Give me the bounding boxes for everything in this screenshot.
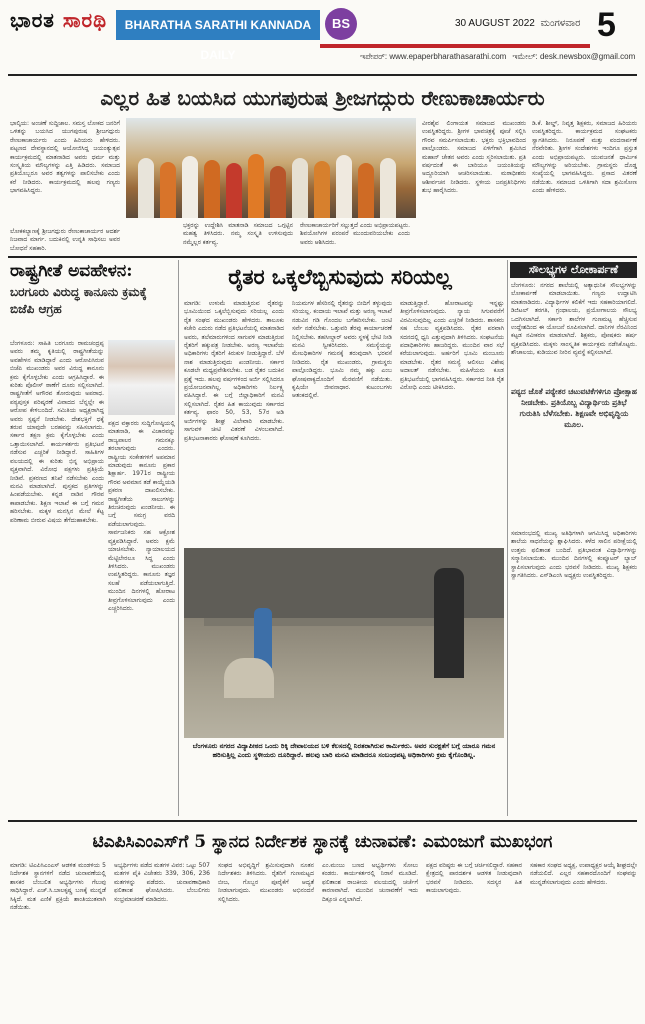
story4-column-1: ಬೆಂಗಳೂರು: ನಗರದ ಶಾಲೆಯಲ್ಲಿ ಅತ್ಯಾಧುನಿಕ ಸೌಲಭ್ಯಗಳನ್ನು ಲೋಕಾರ್ಪಣೆ ಮಾಡಲಾಯಿತು. ಗಣ್ಯರು ಉದ್ಘಾಟಿಸಿ ಮಾತನಾಡಿದರು. ವಿದ್ಯಾರ್ಥಿಗಳ ಕಲಿಕೆಗೆ ಇದು ಸಹಕಾರಿಯಾಗಲಿದೆ. ಡಿಜಿಟಲ್ ತರಗತಿ, ಗ್ರಂಥಾಲಯ, ಪ್ರಯೋಗಾಲಯ ಸೌಲಭ್ಯ ಒದಗಿಸಲಾಗಿದೆ. ಸರ್ಕಾರಿ ಶಾಲೆಗಳ ಗುಣಮಟ್ಟ ಹೆಚ್ಚಿಸುವ ಉದ್ದೇಶದಿಂದ ಈ ಯೋಜನೆ ರೂಪಿಸಲಾಗಿದೆ. ದಾನಿಗಳ ನೆರವಿನಿಂದ ಕಟ್ಟಡ ನವೀಕರಣ ಮಾಡಲಾಗಿದೆ. ಶಿಕ್ಷಕರು, ಪೋಷಕರು ಹರ್ಷ ವ್ಯಕ್ತಪಡಿಸಿದರು. ಮಕ್ಕಳು ಸಾಂಸ್ಕೃತಿಕ ಕಾರ್ಯಕ್ರಮ ನಡೆಸಿಕೊಟ್ಟರು. ಶೌಚಾಲಯ, ಕುಡಿಯುವ ನೀರಿನ ವ್ಯವಸ್ಥೆ ಕಲ್ಪಿಸಲಾಗಿದೆ. (511, 282, 637, 357)
story4-column-2: ಸಮಾರಂಭದಲ್ಲಿ ಮುಖ್ಯ ಅತಿಥಿಗಳಾಗಿ ಆಗಮಿಸಿದ್ದ ಅಧಿಕಾರಿಗಳು ಶಾಲೆಯ ಸಾಧನೆಯನ್ನು ಶ್ಲಾಘಿಸಿದರು. ಕಳೆದ ಸಾಲಿನ ಪರೀಕ್ಷೆಯಲ್ಲಿ ಉತ್ತಮ ಫಲಿತಾಂಶ ಬಂದಿದೆ. ಪ್ರತಿಭಾವಂತ ವಿದ್ಯಾರ್ಥಿಗಳನ್ನು ಸನ್ಮಾನಿಸಲಾಯಿತು. ಮುಂದಿನ ದಿನಗಳಲ್ಲಿ ಕಂಪ್ಯೂಟರ್ ಲ್ಯಾಬ್ ಸ್ಥಾಪಿಸಲಾಗುವುದು ಎಂದು ಭರವಸೆ ನೀಡಿದರು. ಮುಖ್ಯ ಶಿಕ್ಷಕರು ಸ್ವಾಗತಿಸಿದರು. ಎಸ್‌ಡಿಎಂಸಿ ಅಧ್ಯಕ್ಷರು ಉಪಸ್ಥಿತರಿದ್ದರು. (511, 530, 637, 580)
page-number: 5 (597, 6, 616, 44)
story3-column-3: ಮಾಡುತ್ತಿದ್ದಾರೆ. ಹೋರಾಟವನ್ನು ಇನ್ನಷ್ಟು ತೀವ್ರಗೊಳಿಸಲಾಗುವುದು. ನ್ಯಾಯ ಸಿಗುವವರೆಗೆ ವಿರಮಿಸುವುದಿಲ್ಲ ಎಂದು ಎಚ್ಚರಿಕೆ ನೀಡಿದರು. ಶಾಸಕರು ಸಹ ಬೆಂಬಲ ವ್ಯಕ್ತಪಡಿಸಿದರು. ರೈತರ ಪರವಾಗಿ ಸದನದಲ್ಲಿ ಧ್ವನಿ ಎತ್ತುವುದಾಗಿ ತಿಳಿಸಿದರು. ಸಂಘಟನೆಯ ಪದಾಧಿಕಾರಿಗಳು ಹಾಜರಿದ್ದರು. ಮುಂದಿನ ವಾರ ಸಭೆ ಕರೆಯಲಾಗುವುದು. ಅರ್ಹರಿಗೆ ಭೂಮಿ ಮಂಜೂರು ಮಾಡಬೇಕು. ರೈತರ ಸಮಸ್ಯೆ ಆಲಿಸಲು ವಿಶೇಷ ಅದಾಲತ್ ನಡೆಸಬೇಕು. ಮಹಿಳೆಯರು ಕೂಡ ಪ್ರತಿಭಟನೆಯಲ್ಲಿ ಭಾಗವಹಿಸಿದ್ದರು. ಸರ್ಕಾರದ ನೀತಿ ರೈತ ವಿರೋಧಿ ಎಂದು ಟೀಕಿಸಿದರು. (400, 300, 504, 392)
story5-headline: ಟಿಎಪಿಸಿಎಂಎಸ್‌ಗೆ 5 ಸ್ಥಾನದ ನಿರ್ದೇಶಕ ಸ್ಥಾನಕ್ಕೆ ಚುನಾವಣೆ: ಎಮಂಜುಗೆ ಮುಖಭಂಗ (92, 832, 553, 852)
story3-column-2: ನಿಯಮಗಳ ಹೆಸರಿನಲ್ಲಿ ರೈತರನ್ನು ಬೀದಿಗೆ ತಳ್ಳುವುದು ಸರಿಯಲ್ಲ. ಕಂದಾಯ ಇಲಾಖೆ ಮತ್ತು ಅರಣ್ಯ ಇಲಾಖೆ ನಡುವಿನ ಗಡಿ ಗೊಂದಲ ಬಗೆಹರಿಸಬೇಕು. ಜಂಟಿ ಸರ್ವೆ ನಡೆಸಬೇಕು. ಒತ್ತುವರಿ ತೆರವು ಕಾರ್ಯಾಚರಣೆ ನಿಲ್ಲಿಸಬೇಕು. ತಹಸೀಲ್ದಾರ್ ಅವರು ಸ್ಥಳಕ್ಕೆ ಭೇಟಿ ನೀಡಿ ಮನವಿ ಸ್ವೀಕರಿಸಿದರು. ಸಮಸ್ಯೆಯನ್ನು ಮೇಲಧಿಕಾರಿಗಳ ಗಮನಕ್ಕೆ ತರುವುದಾಗಿ ಭರವಸೆ ನೀಡಿದರು. ರೈತ ಮುಖಂಡರು, ಗ್ರಾಮಸ್ಥರು ಪಾಲ್ಗೊಂಡಿದ್ದರು. ಭೂಮಿ ನಮ್ಮ ಹಕ್ಕು ಎಂಬ ಘೋಷವಾಕ್ಯದೊಂದಿಗೆ ಮೆರವಣಿಗೆ ನಡೆಯಿತು. ಕೃಷಿಯೇ ಜೀವನಾಧಾರ. ಕುಟುಂಬಗಳು ಆತಂಕದಲ್ಲಿವೆ. (292, 300, 392, 400)
story1-under-3: ರೇಣುಕಾಚಾರ್ಯರಿಗೆ ಸಲ್ಲುತ್ತದೆ ಎಂದು ಅಭಿಪ್ರಾಯಪಟ್ಟರು. ಶಿವಯೋಗಿಗಳ ಪರಂಪರೆ ಮುಂದುವರಿಯಬೇಕು ಎಂದು ಅವರು ಆಶಿಸಿದರು. (300, 222, 410, 246)
story2-column-2: ಪಕ್ಷದ ವಕ್ತಾರರು ಸುದ್ದಿಗೋಷ್ಠಿಯಲ್ಲಿ ಮಾತನಾಡಿ, ಈ ವಿಚಾರವನ್ನು ರಾಜ್ಯಪಾಲರ ಗಮನಕ್ಕೂ ತರಲಾಗುವುದು ಎಂದರು. ರಾಷ್ಟ್ರೀಯ ಸಂಕೇತಗಳಿಗೆ ಅಪಮಾನ ಮಾಡುವುದು ಕಾನೂನು ಪ್ರಕಾರ ಶಿಕ್ಷಾರ್ಹ. 1971ರ ರಾಷ್ಟ್ರೀಯ ಗೌರವ ಅವಮಾನ ತಡೆ ಕಾಯ್ದೆಯಡಿ ಪ್ರಕರಣ ದಾಖಲಿಸಬೇಕು. ರಾಷ್ಟ್ರಗೀತೆಯ ಸಾಲುಗಳನ್ನು ತಿರುಚಿರುವುದು ಖಂಡನೀಯ. ಈ ಬಗ್ಗೆ ಸಮಗ್ರ ವರದಿ ಪಡೆಯಲಾಗುವುದು. ಸಾರ್ವಜನಿಕರು ಸಹ ಆಕ್ರೋಶ ವ್ಯಕ್ತಪಡಿಸಿದ್ದಾರೆ. ಅವರು ಕ್ಷಮೆ ಯಾಚಿಸಬೇಕು. ನ್ಯಾಯಾಲಯದ ಮೆಟ್ಟಿಲೇರಲೂ ಸಿದ್ಧ ಎಂದು ತಿಳಿಸಿದರು. ಮುಖಂಡರು ಉಪಸ್ಥಿತರಿದ್ದರು. ಕಾನೂನು ತಜ್ಞರ ಸಲಹೆ ಪಡೆಯಲಾಗುತ್ತಿದೆ. ಮುಂದಿನ ದಿನಗಳಲ್ಲಿ ಹೋರಾಟ ತೀವ್ರಗೊಳಿಸಲಾಗುವುದು ಎಂದು ಎಚ್ಚರಿಸಿದರು. (108, 420, 175, 612)
column-rule (178, 260, 179, 816)
story2-subhead: ಬರಗೂರು ವಿರುದ್ಧ ಕಾನೂನು ಕ್ರಮಕ್ಕೆ ಬಿಜೆಪಿ ಆಗ್ರಹ (10, 285, 147, 316)
red-stripe (320, 44, 590, 48)
story1-under-2: ಭಕ್ತರನ್ನು ಉದ್ದೇಶಿಸಿ ಮಾತನಾಡಿ ಸಮಾಜದ ಒಗ್ಗಟ್ಟಿನ ಮಹತ್ವ ತಿಳಿಸಿದರು. ನಮ್ಮ ಸಂಸ್ಕೃತಿ ಉಳಿಸುವುದು ನಮ್ಮೆಲ್ಲರ ಕರ್ತವ್ಯ. (183, 222, 293, 246)
story1-column-2: ವೀರಶೈವ ಲಿಂಗಾಯತ ಸಮಾಜದ ಮುಖಂಡರು ಉಪಸ್ಥಿತರಿದ್ದರು. ಶ್ರೀಗಳ ಭಾವಚಿತ್ರಕ್ಕೆ ಪೂಜೆ ಸಲ್ಲಿಸಿ ಗೌರವ ಸಮರ್ಪಿಸಲಾಯಿತು. ಭಕ್ತರು ಭಕ್ತಿಭಾವದಿಂದ ಪಾಲ್ಗೊಂಡರು. ಸಮಾಜದ ಏಳಿಗೆಗಾಗಿ ಶ್ರಮಿಸಿದ ಮಹಾನ್ ಚೇತನ ಅವರು ಎಂದು ಸ್ಮರಿಸಲಾಯಿತು. ಪ್ರತಿ ವರ್ಷದಂತೆ ಈ ಬಾರಿಯೂ ಜಯಂತಿಯನ್ನು ಅದ್ದೂರಿಯಾಗಿ ಆಚರಿಸಲಾಯಿತು. ಮಠಾಧೀಶರು ಆಶೀರ್ವಚನ ನೀಡಿದರು. ಸ್ಥಳೀಯ ಜನಪ್ರತಿನಿಧಿಗಳು ಶುಭ ಹಾರೈಸಿದರು. (422, 120, 526, 195)
temple-event-photo (126, 118, 416, 218)
story2-column-1: ಬೆಂಗಳೂರು: ಸಾಹಿತಿ ಬರಗೂರು ರಾಮಚಂದ್ರಪ್ಪ ಅವರು ತಮ್ಮ ಕೃತಿಯಲ್ಲಿ ರಾಷ್ಟ್ರಗೀತೆಯನ್ನು ಅವಹೇಳನ ಮಾಡಿದ್ದಾರೆ ಎಂದು ಆರೋಪಿಸಿರುವ ಬಿಜೆಪಿ ಮುಖಂಡರು ಅವರ ವಿರುದ್ಧ ಕಾನೂನು ಕ್ರಮ ಕೈಗೊಳ್ಳಬೇಕು ಎಂದು ಆಗ್ರಹಿಸಿದ್ದಾರೆ. ಈ ಕುರಿತು ಪೊಲೀಸ್ ಠಾಣೆಗೆ ದೂರು ಸಲ್ಲಿಸಲಾಗಿದೆ. ರಾಷ್ಟ್ರಗೀತೆಗೆ ಅಗೌರವ ತೋರುವುದು ಅಪರಾಧ. ಪಠ್ಯಪುಸ್ತಕ ಪರಿಷ್ಕರಣೆ ವಿವಾದದ ಬೆನ್ನಲ್ಲೇ ಈ ಆರೋಪ ಕೇಳಿಬಂದಿದೆ. ಸಮಿತಿಯ ಅಧ್ಯಕ್ಷರಾಗಿದ್ದ ಅವರು ಸ್ಪಷ್ಟನೆ ನೀಡಬೇಕು. ದೇಶಭಕ್ತಿಗೆ ಧಕ್ಕೆ ತರುವ ಯಾವುದೇ ಬರಹವನ್ನು ಸಹಿಸಲಾಗದು. ಸರ್ಕಾರ ತಕ್ಷಣ ಕ್ರಮ ಕೈಗೊಳ್ಳಬೇಕು ಎಂದು ಒತ್ತಾಯಿಸಲಾಗಿದೆ. ಕಾರ್ಯಕರ್ತರು ಪ್ರತಿಭಟನೆ ನಡೆಸುವ ಎಚ್ಚರಿಕೆ ನೀಡಿದ್ದಾರೆ. ಸಾಹಿತಿಗಳ ವಲಯದಲ್ಲಿ ಈ ಕುರಿತು ಭಿನ್ನ ಅಭಿಪ್ರಾಯ ವ್ಯಕ್ತವಾಗಿದೆ. ವಿರೋಧ ಪಕ್ಷಗಳು ಪ್ರತಿಕ್ರಿಯೆ ನೀಡಿವೆ. ಪ್ರಕರಣದ ತನಿಖೆ ನಡೆಸಬೇಕು ಎಂದು ಮನವಿ ಮಾಡಲಾಗಿದೆ. ಪುಸ್ತಕದ ಪ್ರತಿಗಳನ್ನು ಹಿಂಪಡೆಯಬೇಕು. ಕನ್ನಡ ನಾಡಿನ ಗೌರವ ಕಾಪಾಡಬೇಕು. ಶಿಕ್ಷಣ ಇಲಾಖೆ ಈ ಬಗ್ಗೆ ಗಮನ ಹರಿಸಬೇಕು. ಮಕ್ಕಳ ಮನಸ್ಸಿನ ಮೇಲೆ ಕೆಟ್ಟ ಪರಿಣಾಮ ಬೀರುವ ವಿಷಯ ತೆಗೆದುಹಾಕಬೇಕು. (10, 340, 104, 524)
story5-column-6: ಸಹಕಾರ ಸಂಘದ ಅಧ್ಯಕ್ಷ, ಉಪಾಧ್ಯಕ್ಷರ ಆಯ್ಕೆ ಶೀಘ್ರದಲ್ಲೇ ನಡೆಯಲಿದೆ. ಎಲ್ಲರ ಸಹಕಾರದೊಂದಿಗೆ ಸಂಘವನ್ನು ಮುನ್ನಡೆಸಲಾಗುವುದು ಎಂದು ಹೇಳಿದರು. (530, 862, 637, 886)
brand-part1: ಭಾರತ (10, 8, 63, 32)
bs-logo: BS (325, 8, 357, 40)
epaper-link[interactable]: ಇಪೇಪರ್: www.epaperbharathasarathi.com (360, 52, 507, 61)
story4-headline: ಸೌಲಭ್ಯಗಳ ಲೋಕಾರ್ಪಣೆ (510, 262, 637, 278)
story5-column-1: ಮಾಗಡಿ: ಟಿಎಪಿಸಿಎಂಎಸ್ ಆಡಳಿತ ಮಂಡಳಿಯ 5 ನಿರ್ದೇಶಕ ಸ್ಥಾನಗಳಿಗೆ ನಡೆದ ಚುನಾವಣೆಯಲ್ಲಿ ಶಾಸಕರ ಬೆಂಬಲಿತ ಅಭ್ಯರ್ಥಿಗಳು ಗೆಲುವು ಸಾಧಿಸಿದ್ದಾರೆ. ಎಚ್.ಸಿ.ಬಾಲಕೃಷ್ಣ ಬಣಕ್ಕೆ ಮುನ್ನಡೆ ಸಿಕ್ಕಿದೆ. ಮತ ಎಣಿಕೆ ಪ್ರಕ್ರಿಯೆ ಶಾಂತಿಯುತವಾಗಿ ನಡೆಯಿತು. (10, 862, 106, 912)
contact-line (360, 52, 641, 62)
story5-column-5: ಪಕ್ಷದ ವರಿಷ್ಠರು ಈ ಬಗ್ಗೆ ಚರ್ಚಿಸಲಿದ್ದಾರೆ. ಸಹಕಾರ ಕ್ಷೇತ್ರದಲ್ಲಿ ಪಾರದರ್ಶಕ ಆಡಳಿತ ನೀಡುವುದಾಗಿ ಭರವಸೆ ನೀಡಿದರು. ಸದಸ್ಯರ ಹಿತ ಕಾಯಲಾಗುವುದು. (426, 862, 522, 895)
photo-caption: ಬೆಂಗಳೂರು ನಗರದ ವಿದ್ಯಾಪೀಠದ ಒಂದು ರಿಕ್ಕಿ ದೇವಾಲಯದ ಬಳಿ ಕೆಲಸದಲ್ಲಿ ನಿರತರಾಗಿರುವ ಕಾರ್ಮಿಕರು. ಅವರ ಸುರಕ್ಷತೆಗೆ ಬಗ್ಗೆ ಯಾರೂ ಗಮನ ಹರಿಸುತ್ತಿಲ್ಲ ಎಂದು ಸ್ಥಳೀಯರು ದೂರಿದ್ದಾರೆ. ಹಲವು ಬಾರಿ ಮನವಿ ಮಾಡಿದರೂ ಸಂಬಂಧಪಟ್ಟ ಅಧಿಕಾರಿಗಳು ಕ್ರಮ ಕೈಗೊಂಡಿಲ್ಲ. (192, 742, 496, 759)
newspaper-brand (10, 8, 107, 32)
leader-portrait-photo (108, 340, 175, 415)
divider (8, 820, 637, 822)
column-rule (507, 260, 508, 816)
story5-column-3: ಸಂಘದ ಅಭಿವೃದ್ಧಿಗೆ ಶ್ರಮಿಸುವುದಾಗಿ ನೂತನ ನಿರ್ದೇಶಕರು ತಿಳಿಸಿದರು. ರೈತರಿಗೆ ಗುಣಮಟ್ಟದ ಬೀಜ, ಗೊಬ್ಬರ ಪೂರೈಕೆಗೆ ಆದ್ಯತೆ ನೀಡಲಾಗುವುದು. ಮುಖಂಡರು ಅಭಿನಂದನೆ ಸಲ್ಲಿಸಿದರು. (218, 862, 314, 903)
date: 30 AUGUST 2022 (455, 18, 535, 29)
brand-part2: ಸಾರಥಿ (62, 8, 108, 32)
story5-column-4: ಎಂ.ಮಂಜು ಬಣದ ಅಭ್ಯರ್ಥಿಗಳು ಸೋಲು ಕಂಡರು. ಕಾರ್ಯಕರ್ತರಲ್ಲಿ ನಿರಾಸೆ ಮೂಡಿದೆ. ಫಲಿತಾಂಶ ರಾಜಕೀಯ ವಲಯದಲ್ಲಿ ಚರ್ಚೆಗೆ ಕಾರಣವಾಗಿದೆ. ಮುಂದಿನ ಚುನಾವಣೆಗೆ ಇದು ದಿಕ್ಸೂಚಿ ಎನ್ನಲಾಗಿದೆ. (322, 862, 418, 903)
divider (8, 256, 637, 258)
weekday: ಮಂಗಳವಾರ (540, 18, 581, 29)
divider (8, 74, 637, 76)
masthead (0, 0, 645, 72)
story1-under-1b (126, 222, 178, 252)
story3-column-1: ಮಾಗಡಿ: ಉಳುಮೆ ಮಾಡುತ್ತಿರುವ ರೈತರನ್ನು ಭೂಮಿಯಿಂದ ಒಕ್ಕಲೆಬ್ಬಿಸುವುದು ಸರಿಯಲ್ಲ ಎಂದು ರೈತ ಸಂಘದ ಮುಖಂಡರು ಹೇಳಿದರು. ತಾಲೂಕು ಕಚೇರಿ ಎದುರು ನಡೆದ ಪ್ರತಿಭಟನೆಯಲ್ಲಿ ಮಾತನಾಡಿದ ಅವರು, ತಲೆಮಾರುಗಳಿಂದ ಸಾಗುವಳಿ ಮಾಡುತ್ತಿರುವ ರೈತರಿಗೆ ಹಕ್ಕುಪತ್ರ ನೀಡಬೇಕು. ಅರಣ್ಯ ಇಲಾಖೆಯ ಅಧಿಕಾರಿಗಳು ರೈತರಿಗೆ ಕಿರುಕುಳ ನೀಡುತ್ತಿದ್ದಾರೆ. ಬೆಳೆ ನಾಶ ಮಾಡುತ್ತಿರುವುದು ಖಂಡನೀಯ. ಸರ್ಕಾರ ಕೂಡಲೇ ಮಧ್ಯಪ್ರವೇಶಿಸಬೇಕು. ಬಡ ರೈತರ ಬದುಕಿನ ಪ್ರಶ್ನೆ ಇದು. ಹಲವು ವರ್ಷಗಳಿಂದ ಅರ್ಜಿ ಸಲ್ಲಿಸಿದರೂ ಪ್ರಯೋಜನವಾಗಿಲ್ಲ. ಅಧಿಕಾರಿಗಳು ನಿರ್ಲಕ್ಷ್ಯ ವಹಿಸಿದ್ದಾರೆ. ಈ ಬಗ್ಗೆ ಜಿಲ್ಲಾಧಿಕಾರಿಗೆ ಮನವಿ ಸಲ್ಲಿಸಲಾಗಿದೆ. ರೈತರ ಹಿತ ಕಾಯುವುದು ಸರ್ಕಾರದ ಕರ್ತವ್ಯ. ಫಾರಂ 50, 53, 57ರ ಅಡಿ ಅರ್ಜಿಗಳನ್ನು ಶೀಘ್ರ ವಿಲೇವಾರಿ ಮಾಡಬೇಕು. ಸಾಗುವಳಿ ಚೀಟಿ ವಿತರಣೆ ವಿಳಂಬವಾಗಿದೆ. ಪ್ರತಿಭಟನಾಕಾರರು ಘೋಷಣೆ ಕೂಗಿದರು. (184, 300, 284, 442)
story5-column-2: ಅಭ್ಯರ್ಥಿಗಳು ಪಡೆದ ಮತಗಳ ವಿವರ: ಒಟ್ಟು 507 ಮತಗಳ ಪೈಕಿ ವಿಜೇತರು 339, 306, 236 ಮತಗಳನ್ನು ಪಡೆದರು. ಚುನಾವಣಾಧಿಕಾರಿ ಫಲಿತಾಂಶ ಘೋಷಿಸಿದರು. ಬೆಂಬಲಿಗರು ಸಂಭ್ರಮಾಚರಣೆ ಮಾಡಿದರು. (114, 862, 210, 903)
story1-column-1: ಭಾಲ್ಕಿಯ: ಅಂಚಣೆ ಸುದ್ದಿಜಾಲ. ಸಮಸ್ತ ಲೋಕದ ಜನರಿಗೆ ಒಳಿತನ್ನು ಬಯಸಿದ ಯುಗಪುರುಷ ಶ್ರೀಜಗದ್ಗುರು ರೇಣುಕಾಚಾರ್ಯರು ಎಂದು ಹಿರಿಯರು ಹೇಳಿದರು. ಪಟ್ಟಣದ ದೇವಸ್ಥಾನದಲ್ಲಿ ಆಯೋಜಿಸಿದ್ದ ಜಯಂತ್ಯುತ್ಸವ ಕಾರ್ಯಕ್ರಮದಲ್ಲಿ ಮಾತನಾಡಿದ ಅವರು ಧರ್ಮ ಮತ್ತು ಸಂಸ್ಕೃತಿಯ ಮೌಲ್ಯಗಳನ್ನು ಎತ್ತಿ ಹಿಡಿದರು. ಸಮಾಜದ ಪ್ರತಿಯೊಬ್ಬರೂ ಅವರ ತತ್ವಗಳನ್ನು ಪಾಲಿಸಬೇಕು ಎಂದು ಕರೆ ನೀಡಿದರು. ಕಾರ್ಯಕ್ರಮದಲ್ಲಿ ಹಲವು ಗಣ್ಯರು ಭಾಗವಹಿಸಿದ್ದರು. (10, 120, 120, 195)
story2-headline: ರಾಷ್ಟ್ರಗೀತೆ ಅವಹೇಳನ: (10, 261, 133, 281)
workers-site-photo (184, 548, 504, 738)
story1-headline: ಎಲ್ಲರ ಹಿತ ಬಯಸಿದ ಯುಗಪುರುಷ ಶ್ರೀಜಗದ್ಗುರು ರೇಣುಕಾಚಾರ್ಯರು (100, 86, 545, 110)
story1-column-3: ಡಿ.ಕೆ. ಶೀಲ್ಡ್, ನಿವೃತ್ತ ಶಿಕ್ಷಕರು, ಸಮಾಜದ ಹಿರಿಯರು ಉಪಸ್ಥಿತರಿದ್ದರು. ಕಾರ್ಯಕ್ರಮದ ಸಂಘಟಕರು ಸ್ವಾಗತಿಸಿದರು. ನಿರೂಪಣೆ ಮತ್ತು ವಂದನಾರ್ಪಣೆ ನೆರವೇರಿತು. ಶ್ರೀಗಳ ಸಂದೇಶಗಳು ಇಂದಿಗೂ ಪ್ರಸ್ತುತ ಎಂದು ಅಭಿಪ್ರಾಯಪಟ್ಟರು. ಯುವಜನತೆ ಧಾರ್ಮಿಕ ಮೌಲ್ಯಗಳನ್ನು ಅರಿಯಬೇಕು. ಗ್ರಾಮಸ್ಥರು ದೊಡ್ಡ ಸಂಖ್ಯೆಯಲ್ಲಿ ಭಾಗವಹಿಸಿದ್ದರು. ಪ್ರಸಾದ ವಿತರಣೆ ನಡೆಯಿತು. ಸಮಾಜದ ಒಳಿತಿಗಾಗಿ ಸದಾ ಶ್ರಮಿಸೋಣ ಎಂದು ಹೇಳಿದರು. (532, 120, 637, 195)
story4-quote: ಪಠ್ಯದ ಜೊತೆ ಪಠ್ಯೇತರ ಚಟುವಟಿಕೆಗಳಿಗೂ ಪ್ರೋತ್ಸಾಹ ನೀಡಬೇಕು. ಪ್ರತಿಯೊಬ್ಬ ವಿದ್ಯಾರ್ಥಿಯ ಪ್ರತಿಭೆ ಗುರುತಿಸಿ ಬೆಳೆಸಬೇಕು. ಶಿಕ್ಷಣವೇ ಅಭಿವೃದ್ಧಿಯ ಮೂಲ. (511, 387, 637, 429)
masthead-banner: BHARATHA SARATHI KANNADA DAILY (116, 10, 320, 40)
email-link[interactable]: ಇಮೇಲ್: desk.newsbox@gmail.com (512, 52, 636, 61)
story1-under-1: ಲೋಕಕಲ್ಯಾಣಕ್ಕೆ ಶ್ರೀಜಗದ್ಗುರು ರೇಣುಕಾಚಾರ್ಯರ ಆದರ್ಶ ನಿಜವಾದ ಮಾರ್ಗ. ಬದುಕಿನಲ್ಲಿ ಉನ್ನತಿ ಸಾಧಿಸಲು ಅವರ ಬೋಧನೆ ಸಹಕಾರಿ. (10, 228, 120, 252)
issue-date (455, 18, 580, 29)
story3-headline: ರೈತರ ಒಕ್ಕಲೆಬ್ಬಿಸುವುದು ಸರಿಯಲ್ಲ (228, 264, 452, 289)
